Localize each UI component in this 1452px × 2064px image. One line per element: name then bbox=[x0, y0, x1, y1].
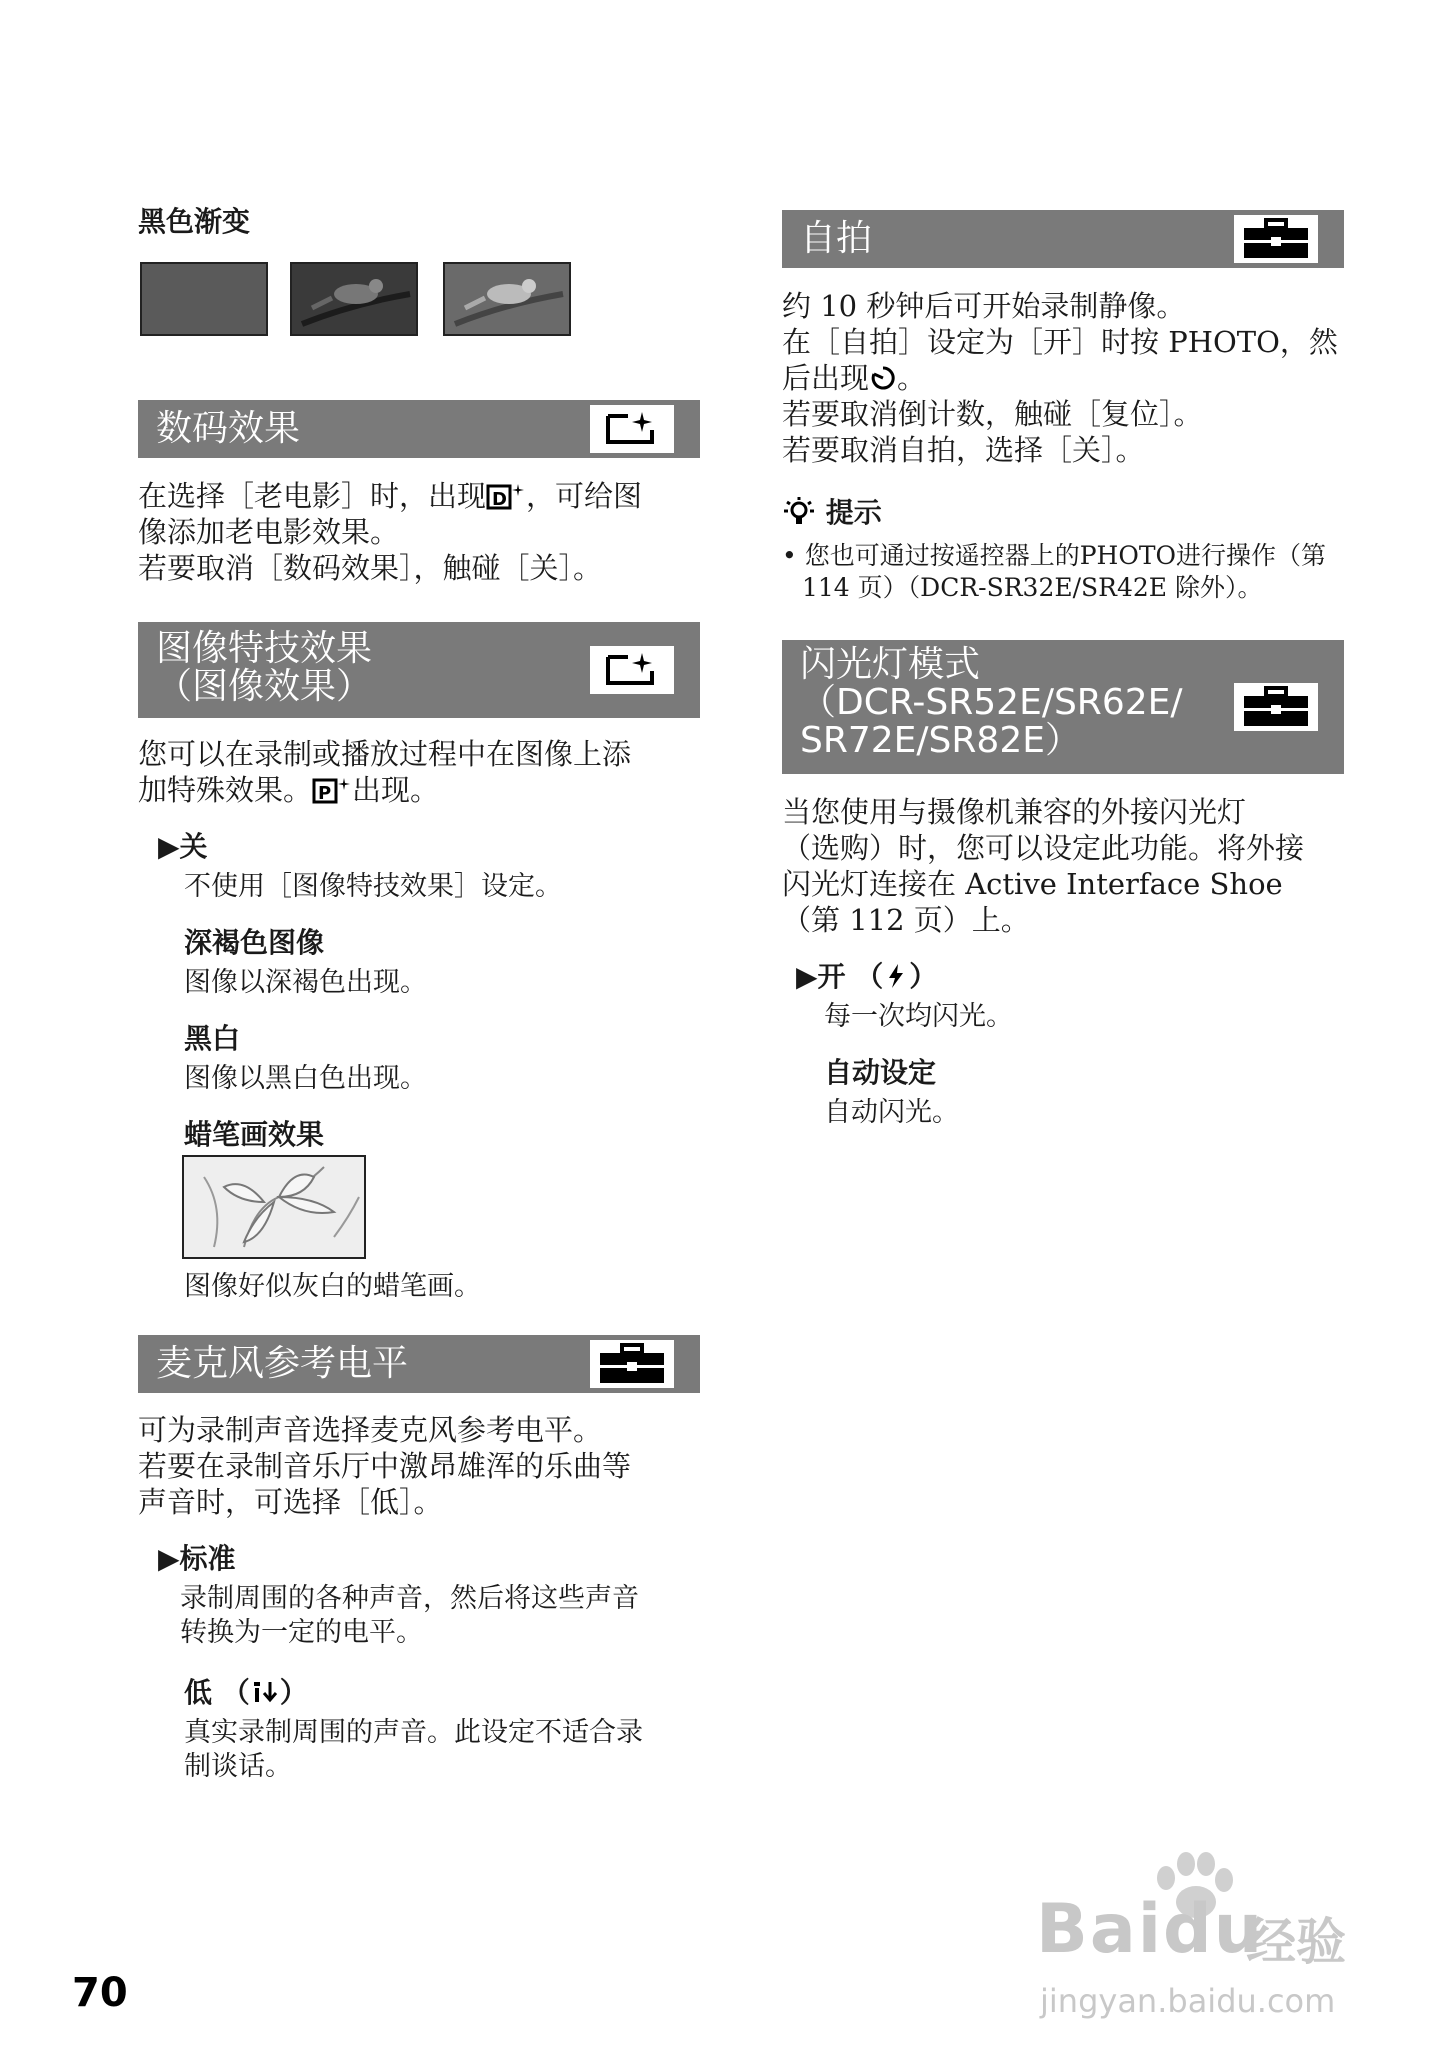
digital-effect-title: 数码效果 bbox=[156, 408, 301, 449]
watermark-url: jingyan.baidu.com bbox=[1040, 1982, 1336, 2020]
option-standard-desc-line: 录制周围的各种声音，然后将这些声音 bbox=[180, 1583, 639, 1614]
option-low-label: 低 （ bbox=[184, 1676, 250, 1709]
fade-thumb-bird-dark bbox=[290, 262, 418, 336]
self-timer-line: 约 10 秒钟后可开始录制静像。 bbox=[782, 289, 1186, 323]
option-standard-desc-line: 转换为一定的电平。 bbox=[180, 1617, 423, 1648]
option-flash-auto-desc: 自动闪光。 bbox=[824, 1097, 959, 1128]
flash-line: 闪光灯连接在 Active Interface Shoe bbox=[782, 867, 1283, 901]
digital-effect-line: 像添加老电影效果。 bbox=[138, 515, 400, 549]
option-pastel-desc: 图像好似灰白的蜡笔画。 bbox=[184, 1271, 481, 1302]
svg-text:P: P bbox=[318, 783, 332, 804]
option-flash-auto-head: 自动设定 bbox=[824, 1056, 937, 1089]
fade-thumb-dark bbox=[140, 262, 268, 336]
picture-effect-body bbox=[138, 736, 708, 808]
option-off-head: ▶关 bbox=[158, 830, 208, 863]
option-bw-head: 黑白 bbox=[184, 1022, 241, 1055]
fade-thumb-bird-light bbox=[443, 262, 571, 336]
digital-effect-body bbox=[138, 478, 708, 586]
flash-title-line2: （DCR-SR52E/SR62E/ bbox=[800, 682, 1183, 723]
flash-section-bar bbox=[782, 640, 1344, 774]
mic-level-line: 声音时，可选择［低］。 bbox=[138, 1485, 443, 1519]
option-sepia-desc: 图像以深褐色出现。 bbox=[184, 967, 427, 998]
self-timer-body bbox=[782, 288, 1352, 468]
flash-title-line1: 闪光灯模式 bbox=[800, 644, 981, 685]
mic-level-line: 若要在录制音乐厅中激昂雄浑的乐曲等 bbox=[138, 1449, 632, 1483]
camera-menu-icon bbox=[590, 405, 674, 453]
picture-effect-line: 出现。 bbox=[352, 773, 440, 807]
self-timer-line: 在［自拍］设定为［开］时按 PHOTO，然 bbox=[782, 325, 1338, 359]
option-flash-on-desc: 每一次均闪光。 bbox=[824, 1001, 1013, 1032]
digital-effect-line: 若要取消［数码效果］，触碰［关］。 bbox=[138, 551, 603, 585]
old-movie-icon bbox=[486, 482, 526, 510]
option-flash-on-head bbox=[796, 960, 937, 994]
mic-low-icon bbox=[250, 1678, 280, 1706]
self-timer-line: 后出现 bbox=[782, 361, 870, 395]
tips-line: 114 页）（DCR-SR32E/SR42E 除外）。 bbox=[802, 573, 1263, 602]
watermark-brand: Baidu bbox=[1036, 1890, 1265, 1969]
flash-line: （选购）时，您可以设定此功能。将外接 bbox=[782, 831, 1305, 865]
toolbox-icon bbox=[590, 1340, 674, 1388]
picture-effect-line: 您可以在录制或播放过程中在图像上添 bbox=[138, 737, 632, 771]
self-timer-line: 若要取消倒计数，触碰［复位］。 bbox=[782, 397, 1203, 431]
mic-level-line: 可为录制声音选择麦克风参考电平。 bbox=[138, 1413, 603, 1447]
bird-image bbox=[445, 264, 571, 336]
option-bw-desc: 图像以黑白色出现。 bbox=[184, 1063, 427, 1094]
option-low-desc-line: 制谈话。 bbox=[184, 1751, 292, 1782]
watermark-cn: 经验 bbox=[1246, 1913, 1346, 1971]
option-low-head bbox=[184, 1676, 308, 1710]
option-sepia-head: 深褐色图像 bbox=[184, 926, 325, 959]
camera-menu-icon bbox=[590, 646, 674, 694]
self-timer-line: 若要取消自拍，选择［关］。 bbox=[782, 433, 1145, 467]
option-low-desc-line: 真实录制周围的声音。此设定不适合录 bbox=[184, 1717, 643, 1748]
option-standard-head: ▶标准 bbox=[158, 1542, 236, 1575]
toolbox-icon bbox=[1234, 683, 1318, 731]
baidu-watermark bbox=[1036, 1850, 1366, 2030]
tips-line: • 您也可通过按遥控器上的PHOTO进行操作（第 bbox=[782, 541, 1326, 570]
self-timer-icon bbox=[869, 364, 897, 392]
svg-text:D: D bbox=[492, 489, 507, 510]
tips-body bbox=[782, 540, 1352, 604]
mic-level-section-bar bbox=[138, 1335, 700, 1393]
mic-level-title: 麦克风参考电平 bbox=[156, 1343, 409, 1384]
flash-icon bbox=[883, 962, 909, 990]
digital-effect-line: 在选择［老电影］时，出现 bbox=[138, 479, 487, 513]
toolbox-icon bbox=[1234, 215, 1318, 263]
flash-line: （第 112 页）上。 bbox=[782, 903, 1030, 937]
mic-level-body bbox=[138, 1412, 708, 1520]
self-timer-line: 。 bbox=[897, 361, 927, 395]
picture-effect-section-bar bbox=[138, 622, 700, 718]
picture-effect-line: 加特殊效果。 bbox=[138, 773, 313, 807]
option-low-label-end: ） bbox=[279, 1676, 308, 1709]
picture-effect-icon bbox=[312, 776, 352, 804]
self-timer-section-bar bbox=[782, 210, 1344, 268]
self-timer-title: 自拍 bbox=[800, 218, 873, 259]
option-flash-on-label-end: ） bbox=[909, 960, 938, 993]
flash-title-line3: SR72E/SR82E） bbox=[800, 720, 1081, 761]
option-pastel-head: 蜡笔画效果 bbox=[184, 1118, 325, 1151]
digital-effect-line: ，可给图 bbox=[526, 479, 643, 513]
option-standard-desc bbox=[180, 1582, 639, 1650]
digital-effect-section-bar bbox=[138, 400, 700, 458]
page-number: 70 bbox=[72, 1970, 128, 2016]
option-flash-on-label: ▶开 （ bbox=[796, 960, 884, 993]
fade-black-heading: 黑色渐变 bbox=[138, 205, 251, 238]
option-off-desc: 不使用［图像特技效果］设定。 bbox=[184, 871, 562, 902]
flash-body bbox=[782, 794, 1352, 938]
picture-effect-title-line2: （图像效果） bbox=[156, 666, 373, 707]
picture-effect-title-line1: 图像特技效果 bbox=[156, 628, 373, 669]
pastel-lily-image bbox=[182, 1155, 366, 1259]
tips-heading bbox=[782, 496, 882, 530]
tips-heading-label: 提示 bbox=[825, 496, 882, 529]
lightbulb-icon bbox=[782, 496, 816, 528]
flash-line: 当您使用与摄像机兼容的外接闪光灯 bbox=[782, 795, 1247, 829]
option-low-desc bbox=[184, 1716, 643, 1784]
bird-image bbox=[292, 264, 418, 336]
